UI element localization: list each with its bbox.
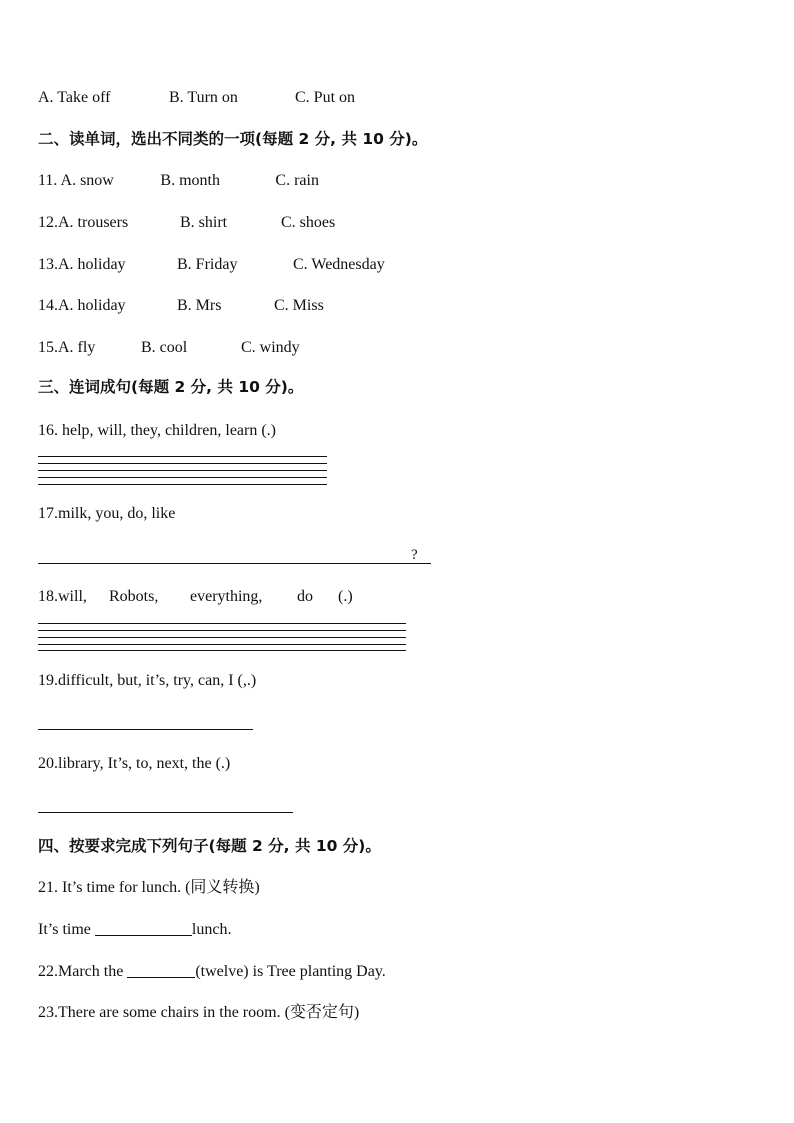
question-14: [38, 296, 324, 316]
option-a: A. Take off: [38, 89, 111, 106]
question-22: [38, 962, 386, 982]
question-number: 18: [38, 588, 54, 605]
answer-prefix: It’s time: [38, 921, 95, 938]
question-text-before: .March the: [54, 963, 128, 980]
option-c: C. Put on: [295, 89, 356, 106]
question-text: .There are some chairs in the room. (变否定句): [54, 1004, 360, 1021]
question-21-answer: [38, 920, 231, 940]
option-b: B. Mrs: [177, 297, 222, 314]
option-c: C. shoes: [281, 214, 336, 231]
option-a: . A. snow: [53, 172, 114, 189]
question-18: [38, 587, 353, 607]
word: (.): [338, 588, 353, 605]
answer-line: [38, 637, 406, 638]
question-13: [38, 255, 385, 275]
question-21: [38, 878, 260, 898]
option-c: C. Wednesday: [293, 256, 385, 273]
question-number: 20: [38, 755, 54, 772]
question-text: .library, It’s, to, next, the (.): [54, 755, 231, 772]
option-a: .A. fly: [54, 339, 96, 356]
top-options-row: [38, 88, 355, 108]
answer-line: [38, 470, 327, 471]
question-11: [38, 171, 319, 191]
question-number: 19: [38, 672, 54, 689]
option-b: B. shirt: [180, 214, 228, 231]
question-15: [38, 338, 300, 358]
answer-suffix: lunch.: [191, 921, 232, 938]
answer-line: [38, 463, 327, 464]
section-3-title: 三、连词成句(每题 2 分, 共 10 分)。: [38, 378, 304, 396]
answer-line: [38, 812, 293, 813]
answer-line: [38, 623, 406, 624]
option-a: .A. holiday: [54, 256, 126, 273]
question-text: . It’s time for lunch. (同义转换): [54, 879, 260, 896]
option-c: C. windy: [241, 339, 300, 356]
question-number: 12: [38, 214, 54, 231]
question-12: [38, 213, 335, 233]
option-b: B. Friday: [177, 256, 238, 273]
word: do: [297, 588, 313, 605]
question-number: 17: [38, 505, 54, 522]
question-text: .difficult, but, it’s, try, can, I (,.): [54, 672, 257, 689]
answer-line: [38, 630, 406, 631]
option-b: B. Turn on: [169, 89, 238, 106]
option-b: B. month: [160, 172, 220, 189]
question-number: 11: [38, 172, 54, 189]
question-23: [38, 1003, 359, 1023]
option-c: C. Miss: [274, 297, 324, 314]
question-number: 13: [38, 256, 54, 273]
answer-line: [38, 484, 327, 485]
answer-line: [38, 644, 406, 645]
answer-line: [38, 563, 431, 564]
answer-blank[interactable]: [127, 962, 195, 978]
answer-line: [38, 650, 406, 651]
question-text: . help, will, they, children, learn (.): [54, 422, 276, 439]
question-16: [38, 421, 276, 441]
question-number: 14: [38, 297, 54, 314]
question-number: 22: [38, 963, 54, 980]
question-text-after: (twelve) is Tree planting Day.: [195, 963, 386, 980]
word: Robots,: [109, 588, 159, 605]
section-2-title: 二、读单词，选出不同类的一项(每题 2 分, 共 10 分)。: [38, 130, 428, 148]
question-number: 23: [38, 1004, 54, 1021]
question-20: [38, 754, 230, 774]
question-17: [38, 504, 175, 524]
option-b: B. cool: [141, 339, 188, 356]
question-number: 21: [38, 879, 54, 896]
answer-blank[interactable]: [95, 920, 192, 936]
answer-line: [38, 456, 327, 457]
option-a: .A. trousers: [54, 214, 129, 231]
section-4-title: 四、按要求完成下列句子(每题 2 分, 共 10 分)。: [38, 837, 381, 855]
question-19: [38, 671, 256, 691]
option-c: C. rain: [275, 172, 319, 189]
question-mark: ?: [411, 547, 418, 563]
question-number: 16: [38, 422, 54, 439]
question-number: 15: [38, 339, 54, 356]
answer-line: [38, 477, 327, 478]
answer-line: [38, 729, 253, 730]
word: .will,: [54, 588, 87, 605]
question-text: .milk, you, do, like: [54, 505, 176, 522]
word: everything,: [190, 588, 263, 605]
option-a: .A. holiday: [54, 297, 126, 314]
